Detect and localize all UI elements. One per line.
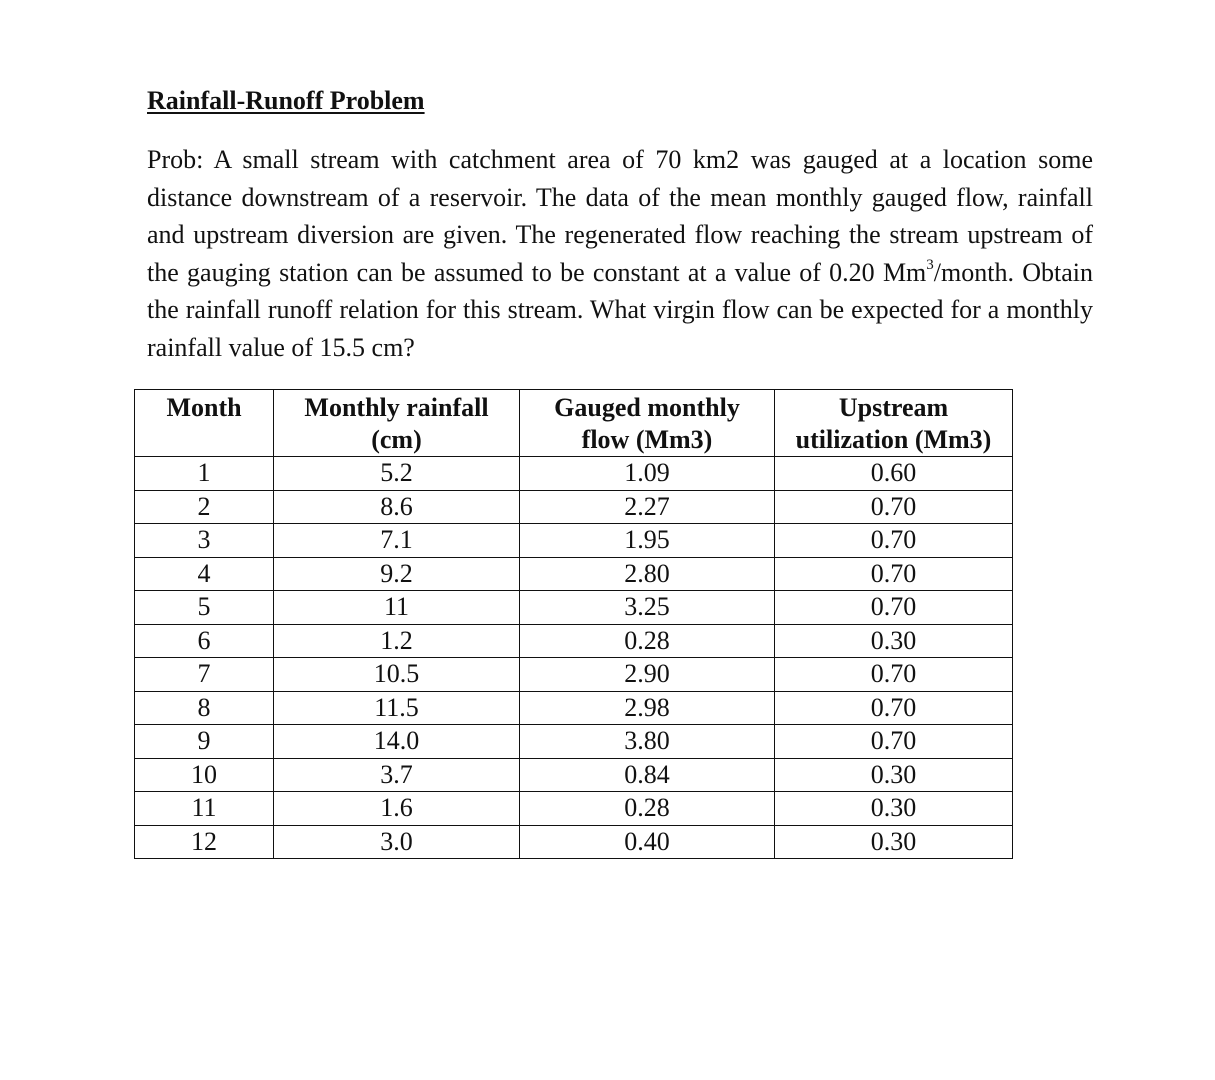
cell-gauged-flow: 2.27 [520, 490, 775, 524]
document-title: Rainfall-Runoff Problem [147, 86, 425, 115]
cell-upstream: 0.70 [775, 490, 1013, 524]
header-rainfall-line2: (cm) [371, 425, 422, 454]
table-row [135, 524, 1013, 558]
cell-month: 8 [135, 691, 274, 725]
cell-upstream: 0.30 [775, 792, 1013, 826]
cell-gauged-flow: 2.98 [520, 691, 775, 725]
table-row [135, 591, 1013, 625]
table-row [135, 725, 1013, 759]
cell-rainfall: 9.2 [274, 557, 520, 591]
table-row [135, 490, 1013, 524]
table-row [135, 825, 1013, 859]
cell-month: 12 [135, 825, 274, 859]
cell-month: 5 [135, 591, 274, 625]
cell-gauged-flow: 0.40 [520, 825, 775, 859]
cell-rainfall: 11 [274, 591, 520, 625]
cell-month: 11 [135, 792, 274, 826]
cell-upstream: 0.60 [775, 457, 1013, 491]
table-row [135, 557, 1013, 591]
cell-gauged-flow: 1.09 [520, 457, 775, 491]
cell-rainfall: 5.2 [274, 457, 520, 491]
cell-gauged-flow: 2.80 [520, 557, 775, 591]
table-row [135, 658, 1013, 692]
cell-month: 4 [135, 557, 274, 591]
cell-rainfall: 3.7 [274, 758, 520, 792]
table-header-row [135, 390, 1013, 457]
cell-rainfall: 11.5 [274, 691, 520, 725]
cell-rainfall: 1.2 [274, 624, 520, 658]
cell-upstream: 0.70 [775, 725, 1013, 759]
header-month-line1: Month [166, 393, 242, 422]
cell-rainfall: 3.0 [274, 825, 520, 859]
header-monthly-rainfall [274, 390, 520, 457]
problem-text-part1: Prob: A small stream with catchment area of 70 km2 was gauged at a location some distance downstream of a reservoir. The data of the mean monthly gauged flow, rainfall and upstream diversion are given. The regenerated flow reaching the stream upstream of the gauging station can be assumed to be constant at a value of 0.20 Mm [147, 145, 1093, 287]
cell-upstream: 0.70 [775, 591, 1013, 625]
problem-statement [147, 141, 1093, 367]
cell-upstream: 0.70 [775, 658, 1013, 692]
header-month [135, 390, 274, 457]
cell-gauged-flow: 2.90 [520, 658, 775, 692]
header-upstream-line2: utilization (Mm3) [795, 425, 992, 454]
table-row [135, 691, 1013, 725]
cell-upstream: 0.30 [775, 624, 1013, 658]
cell-rainfall: 1.6 [274, 792, 520, 826]
table-row [135, 624, 1013, 658]
cell-upstream: 0.70 [775, 524, 1013, 558]
cell-rainfall: 8.6 [274, 490, 520, 524]
cell-gauged-flow: 0.84 [520, 758, 775, 792]
cell-rainfall: 14.0 [274, 725, 520, 759]
cell-upstream: 0.70 [775, 691, 1013, 725]
problem-text-part2: /month. Obtain the rainfall runoff relation for this stream. What virgin flow can be expected for a monthly rainfall value of 15.5 cm? [147, 257, 1093, 362]
cell-month: 3 [135, 524, 274, 558]
table-row [135, 758, 1013, 792]
cell-upstream: 0.30 [775, 825, 1013, 859]
header-upstream-line1: Upstream [838, 393, 949, 422]
cell-month: 6 [135, 624, 274, 658]
cell-month: 1 [135, 457, 274, 491]
cell-month: 7 [135, 658, 274, 692]
table-body [135, 457, 1013, 859]
cell-rainfall: 10.5 [274, 658, 520, 692]
cell-month: 10 [135, 758, 274, 792]
cell-month: 9 [135, 725, 274, 759]
header-gauged-flow [520, 390, 775, 457]
header-flow-line1: Gauged monthly [554, 393, 740, 422]
cell-gauged-flow: 3.25 [520, 591, 775, 625]
problem-superscript: 3 [926, 256, 934, 273]
cell-rainfall: 7.1 [274, 524, 520, 558]
cell-gauged-flow: 0.28 [520, 792, 775, 826]
table-row [135, 457, 1013, 491]
table-row [135, 792, 1013, 826]
cell-month: 2 [135, 490, 274, 524]
cell-gauged-flow: 0.28 [520, 624, 775, 658]
header-upstream-utilization [775, 390, 1013, 457]
cell-gauged-flow: 1.95 [520, 524, 775, 558]
cell-gauged-flow: 3.80 [520, 725, 775, 759]
header-rainfall-line1: Monthly rainfall [304, 393, 489, 422]
cell-upstream: 0.70 [775, 557, 1013, 591]
data-table [134, 389, 1013, 859]
cell-upstream: 0.30 [775, 758, 1013, 792]
header-flow-line2: flow (Mm3) [581, 425, 713, 454]
